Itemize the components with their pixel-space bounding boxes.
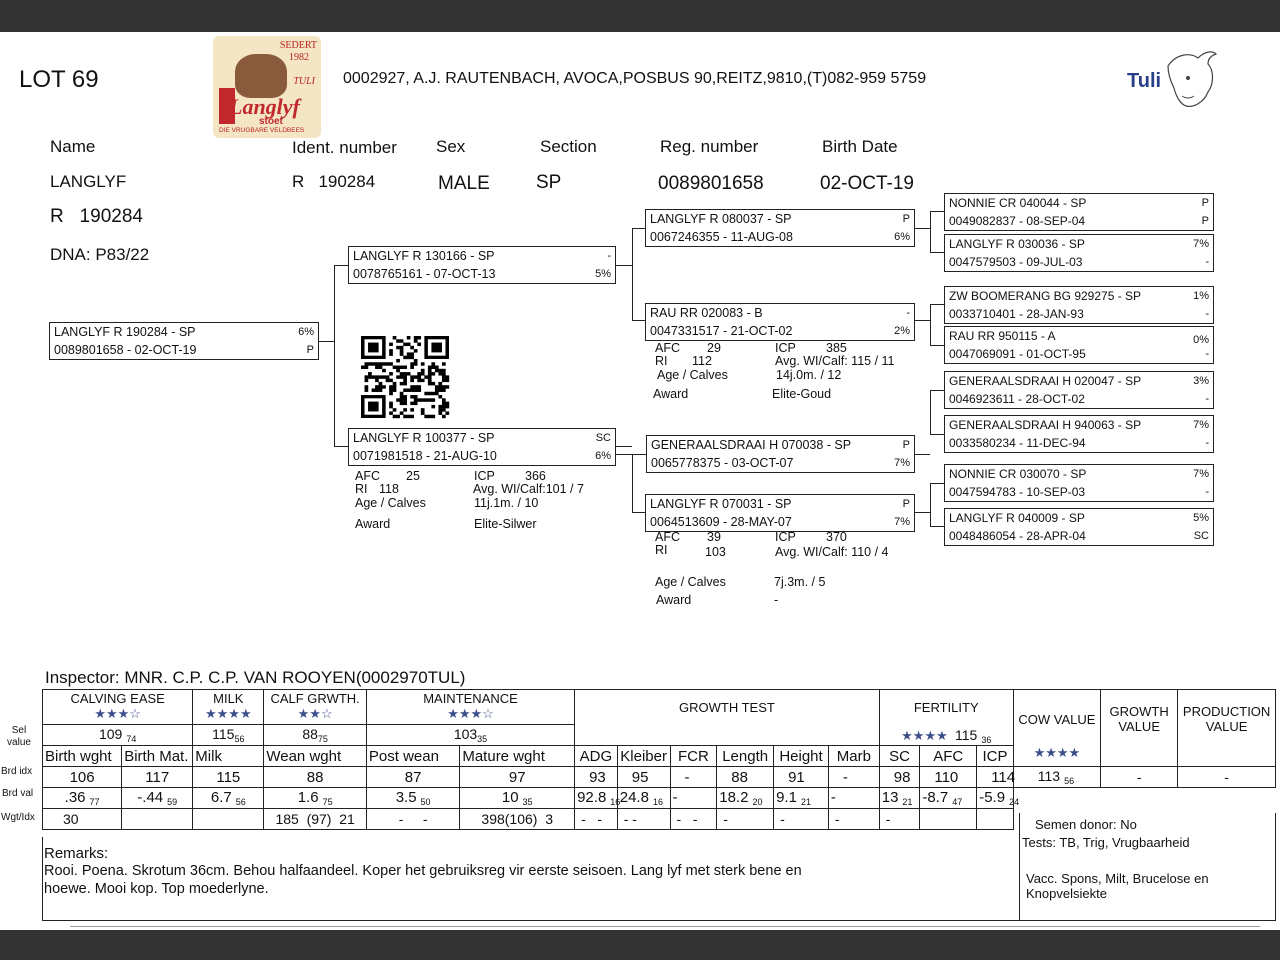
- connector: [914, 512, 930, 513]
- stars-milk: ★★★★: [205, 706, 252, 722]
- brd-val-cell: 6.7 $_{56}$: [193, 788, 264, 809]
- pedigree-sire-dam: RAU RR 020083 - B - 0047331517 - 21-OCT-02 2%: [645, 303, 915, 341]
- sd-afc-label: AFC: [655, 341, 680, 355]
- connector: [318, 341, 334, 342]
- dd-ri-label: RI: [655, 543, 668, 557]
- bottom-bar: [0, 930, 1280, 960]
- wgt-idx-cell: 398(106) 3: [460, 809, 575, 830]
- brd-val-cell: 3.5 $_{50}$: [366, 788, 459, 809]
- stars-fert: ★★★★: [901, 728, 948, 743]
- col-header: Length: [717, 746, 774, 767]
- wgt-idx-cell: - -: [670, 809, 717, 830]
- brd-idx-cell: 114: [977, 767, 1014, 788]
- label-ident: Ident. number: [292, 138, 397, 157]
- label-section: Section: [540, 137, 597, 156]
- brd-idx-cell: 88: [264, 767, 367, 788]
- lot-number: LOT 69: [19, 66, 99, 93]
- label-sex: Sex: [436, 137, 466, 156]
- col-header: Wean wght: [264, 746, 367, 767]
- tuli-logo: Tuli: [1124, 48, 1220, 114]
- col-header: Birth Mat.: [122, 746, 193, 767]
- col-header: Post wean: [366, 746, 459, 767]
- dam-afc: 25: [406, 469, 420, 483]
- brd-val-cell: 1.6 $_{75}$: [264, 788, 367, 809]
- sd-age: 14j.0m. / 12: [776, 368, 842, 382]
- brd-val-cell: .36 $_{77}$: [43, 788, 122, 809]
- brd-val-empty: [1013, 788, 1275, 809]
- brd-idx-cell: -: [670, 767, 717, 788]
- tests: Tests: TB, Trig, Vrugbaarheid: [1022, 835, 1190, 850]
- top-bar: [0, 0, 1280, 32]
- dd-afc-label: AFC: [655, 530, 680, 544]
- dd-award: -: [774, 593, 779, 607]
- wgt-idx-cell: -: [828, 809, 879, 830]
- connector: [334, 265, 335, 447]
- brd-val-cell: 24.8 $_{16}$: [617, 788, 670, 809]
- wgt-idx-cell: -: [717, 809, 774, 830]
- brd-idx-cell: 98: [879, 767, 920, 788]
- brd-val-cell: -.44 $_{59}$: [122, 788, 193, 809]
- wgt-idx-cell: - -: [366, 809, 459, 830]
- connector: [930, 390, 944, 391]
- dam-age-label: Age / Calves: [355, 496, 426, 510]
- sel-fert: 115: [955, 727, 978, 743]
- pedigree-gg3: ZW BOOMERANG BG 929275 - SP 1% 0033710401 - 28-JAN-93 -: [944, 286, 1214, 324]
- col-header: ADG: [575, 746, 618, 767]
- col-header: Birth wght: [43, 746, 122, 767]
- pedigree-self: LANGLYF R 190284 - SP 6% 0089801658 - 02-OCT-19 P: [49, 322, 319, 360]
- col-header: AFC: [920, 746, 977, 767]
- animal-name: LANGLYF: [50, 172, 127, 191]
- sel-calf: $88_{75}$: [264, 724, 367, 745]
- sel-maint: $103_{35}$: [366, 724, 574, 745]
- connector: [930, 483, 944, 484]
- wgt-idx-cell: [977, 809, 1014, 830]
- connector: [914, 228, 930, 229]
- pedigree-gg1: NONNIE CR 040044 - SP P 0049082837 - 08-SEP-04 P: [944, 193, 1214, 231]
- brd-idx-cell: 88: [717, 767, 774, 788]
- col-header: Height: [774, 746, 829, 767]
- brd-val-cell: -8.7 $_{47}$: [920, 788, 977, 809]
- wgt-idx-cell: [193, 809, 264, 830]
- brd-val-cell: 10 $_{35}$: [460, 788, 575, 809]
- dam-ri: 118: [379, 482, 399, 496]
- connector: [632, 320, 645, 321]
- label-name: Name: [50, 137, 96, 156]
- pedigree-gg5: GENERAALSDRAAI H 020047 - SP 3% 0046923611 - 28-OCT-02 -: [944, 371, 1214, 409]
- col-header: Kleiber: [617, 746, 670, 767]
- animal-sex: MALE: [438, 173, 490, 194]
- connector: [930, 526, 944, 527]
- brd-val-cell: 9.1 $_{21}$: [774, 788, 829, 809]
- connector: [632, 454, 633, 513]
- brd-val-cell: 92.8 $_{16}$: [575, 788, 618, 809]
- brd-val-cell: -: [670, 788, 717, 809]
- brd-val-cell: -: [828, 788, 879, 809]
- row-label-brd-val: Brd val: [2, 788, 34, 799]
- connector: [616, 454, 646, 455]
- group-calf-growth: CALF GRWTH. ★★☆: [264, 690, 367, 725]
- col-header: SC: [879, 746, 920, 767]
- connector: [632, 512, 645, 513]
- sd-age-label: Age / Calves: [657, 368, 728, 382]
- dam-award: Elite-Silwer: [474, 517, 537, 531]
- animal-reg: 0089801658: [658, 173, 764, 194]
- group-production-value: PRODUCTION VALUE: [1178, 690, 1276, 767]
- pedigree-gg2: LANGLYF R 030036 - SP 7% 0047579503 - 09-JUL-03 -: [944, 234, 1214, 272]
- wgt-idx-cell: -: [879, 809, 920, 830]
- dd-award-label: Award: [656, 593, 692, 607]
- connector: [616, 265, 632, 266]
- dam-icp-label: ICP: [474, 469, 495, 483]
- dam-award-label: Award: [355, 517, 391, 531]
- connector: [930, 304, 931, 346]
- pedigree-dam-sire: GENERAALSDRAAI H 070038 - SP P 0065778375 - 03-OCT-07 7%: [646, 435, 915, 473]
- pedigree-dam: LANGLYF R 100377 - SP SC 0071981518 - 21-AUG-10 6%: [348, 428, 616, 466]
- brd-idx-cell: 117: [122, 767, 193, 788]
- connector: [914, 454, 930, 455]
- pedigree-gg8: LANGLYF R 040009 - SP 5% 0048486054 - 28-APR-04 SC: [944, 508, 1214, 546]
- sd-afc: 29: [707, 341, 721, 355]
- inspector: Inspector: MNR. C.P. C.P. VAN ROOYEN(0002970TUL): [45, 668, 466, 687]
- group-growth-test: GROWTH TEST: [575, 690, 880, 746]
- connector: [632, 228, 645, 229]
- wgt-idx-cell: - -: [617, 809, 670, 830]
- pedigree-sire: LANGLYF R 130166 - SP - 0078765161 - 07-OCT-13 5%: [348, 246, 616, 284]
- label-reg: Reg. number: [660, 137, 759, 156]
- connector: [930, 211, 944, 212]
- langlyf-logo: SEDERT 1982 TULI Langlyf stoet DIE VRUGBARE VELDBEES: [213, 36, 321, 138]
- brd-idx-cell: 110: [920, 767, 977, 788]
- wgt-idx-cell: [920, 809, 977, 830]
- connector: [334, 446, 349, 447]
- dam-age: 11j.1m. / 10: [474, 496, 539, 510]
- tests-box: [1019, 813, 1276, 921]
- connector: [334, 265, 349, 266]
- sd-award: Elite-Goud: [772, 387, 832, 401]
- brd-idx-cell: 115: [193, 767, 264, 788]
- col-header: Marb: [828, 746, 879, 767]
- stars-calf: ★★☆: [297, 706, 333, 722]
- row-label-brd-idx: Brd idx: [1, 766, 33, 777]
- group-milk: MILK ★★★★: [193, 690, 264, 725]
- brd-idx-cell: 97: [460, 767, 575, 788]
- label-birth: Birth Date: [822, 137, 898, 156]
- sd-award-label: Award: [653, 387, 689, 401]
- connector: [930, 483, 931, 527]
- brd-idx-cell: 106: [43, 767, 122, 788]
- sd-ri: 112: [692, 354, 712, 368]
- connector: [930, 390, 931, 435]
- brd-idx-cell: 95: [617, 767, 670, 788]
- remarks-text: Rooi. Poena. Skrotum 36cm. Behou halfaandeel. Koper het gebruiksreg vir eerste seisoen. Lang lyf met sterk bene en hoewe. Mooi kop. Top moederlyne.: [44, 863, 802, 897]
- remarks-label: Remarks:: [44, 845, 109, 862]
- brd-idx-cell: 87: [366, 767, 459, 788]
- brd-idx-pv: -: [1178, 767, 1276, 788]
- dd-icp: 370: [826, 530, 847, 544]
- qr-code: [361, 336, 449, 418]
- dna: DNA: P83/22: [50, 245, 150, 264]
- pedigree-gg7: NONNIE CR 030070 - SP 7% 0047594783 - 10-SEP-03 -: [944, 464, 1214, 502]
- dd-ri: 103: [705, 545, 726, 559]
- pedigree-gg6: GENERAALSDRAAI H 940063 - SP 7% 0033580234 - 11-DEC-94 -: [944, 415, 1214, 453]
- semen-donor: Semen donor: No: [1035, 817, 1137, 832]
- group-growth-value: GROWTH VALUE: [1101, 690, 1178, 767]
- row-label-wgt: Wgt/Idx: [1, 812, 35, 823]
- dd-afc: 39: [707, 530, 721, 544]
- dam-ri-label: RI: [355, 482, 368, 496]
- connector: [616, 446, 632, 447]
- dd-age-label: Age / Calves: [655, 575, 726, 589]
- brd-idx-cell: 93: [575, 767, 618, 788]
- col-header: ICP: [977, 746, 1014, 767]
- sd-icp: 385: [826, 341, 847, 355]
- wgt-idx-cell: 30: [43, 809, 122, 830]
- dd-age: 7j.3m. / 5: [774, 575, 826, 589]
- col-header: FCR: [670, 746, 717, 767]
- pedigree-sire-sire: LANGLYF R 080037 - SP P 0067246355 - 11-AUG-08 6%: [645, 209, 915, 247]
- group-calving-ease: CALVING EASE ★★★☆: [43, 690, 193, 725]
- breeder-address: 0002927, A.J. RAUTENBACH, AVOCA,POSBUS 90,REITZ,9810,(T)082-959 5759: [343, 70, 927, 87]
- sel-milk: $115_{56}$: [193, 724, 264, 745]
- connector: [632, 228, 633, 321]
- connector: [930, 211, 931, 253]
- row-label-sel: Sel value: [7, 725, 31, 748]
- group-cow-value: COW VALUE ★★★★: [1013, 690, 1100, 767]
- group-fertility: FERTILITY ★★★★ 115 $_{36}$: [879, 690, 1013, 746]
- footer-line: [70, 926, 1260, 927]
- brd-val-cell: -5.9 $_{24}$: [977, 788, 1014, 809]
- pedigree-dam-dam: LANGLYF R 070031 - SP P 0064513609 - 28-MAY-07 7%: [645, 494, 915, 532]
- connector: [930, 304, 944, 305]
- sd-wi: Avg. WI/Calf: 115 / 11: [775, 354, 895, 368]
- connector: [930, 252, 944, 253]
- dam-wi: Avg. WI/Calf:101 / 7: [473, 482, 584, 496]
- brd-val-cell: 13 $_{21}$: [879, 788, 920, 809]
- animal-ident-large: R 190284: [50, 206, 143, 227]
- animal-birth: 02-OCT-19: [820, 173, 914, 194]
- dam-afc-label: AFC: [355, 469, 380, 483]
- dd-wi: Avg. WI/Calf: 110 / 4: [775, 545, 889, 559]
- stars-cow: ★★★★: [1033, 745, 1081, 760]
- sd-ri-label: RI: [655, 354, 668, 368]
- dd-icp-label: ICP: [775, 530, 796, 544]
- col-header: Milk: [193, 746, 264, 767]
- sd-icp-label: ICP: [775, 341, 796, 355]
- brd-idx-cow: 113 $_{56}$: [1013, 767, 1100, 788]
- dam-icp: 366: [525, 469, 546, 483]
- connector: [914, 320, 930, 321]
- col-header: Mature wght: [460, 746, 575, 767]
- connector: [930, 345, 944, 346]
- pedigree-gg4: RAU RR 950115 - A 0% 0047069091 - 01-OCT-95 -: [944, 326, 1214, 364]
- brd-val-cell: 18.2 $_{20}$: [717, 788, 774, 809]
- connector: [930, 434, 944, 435]
- wgt-idx-cell: -: [774, 809, 829, 830]
- wgt-idx-cell: 185 (97) 21: [264, 809, 367, 830]
- stars-maint: ★★★☆: [447, 706, 494, 722]
- brd-idx-cell: -: [828, 767, 879, 788]
- brd-idx-cell: 91: [774, 767, 829, 788]
- vaccinations: Vacc. Spons, Milt, Brucelose en Knopvelsiekte: [1026, 871, 1209, 901]
- performance-table: [42, 689, 1276, 830]
- group-maintenance: MAINTENANCE ★★★☆: [366, 690, 574, 725]
- wgt-idx-cell: [122, 809, 193, 830]
- stars-calving: ★★★☆: [94, 706, 141, 722]
- brd-idx-gv: -: [1101, 767, 1178, 788]
- remarks-box: [42, 837, 1020, 921]
- animal-section: SP: [536, 172, 562, 193]
- animal-ident: R 190284: [292, 172, 376, 191]
- sel-calving: 109 $_{74}$: [43, 724, 193, 745]
- wgt-idx-cell: - -: [575, 809, 618, 830]
